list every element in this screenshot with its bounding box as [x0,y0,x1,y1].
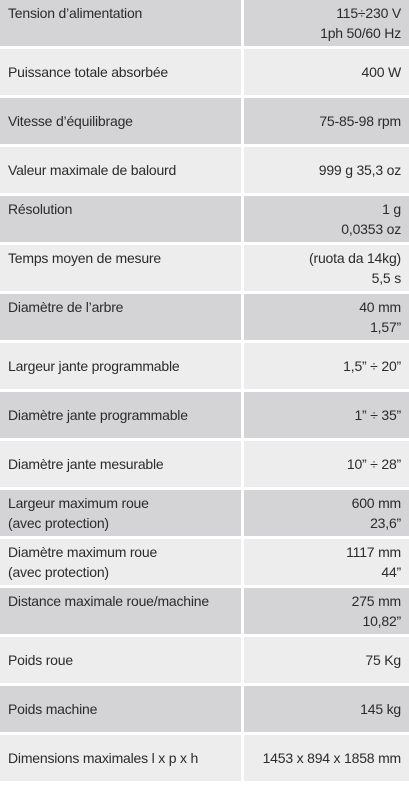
spec-row-distance-roue-machine [0,588,409,634]
spec-label [0,343,241,389]
spec-value-line: 1,57” [370,319,401,335]
spec-value [244,539,409,585]
spec-value-line: 1 g [382,201,401,217]
spec-value-line: 1117 mm [346,544,401,560]
spec-row-diametre-max-roue [0,539,409,585]
spec-row-resolution [0,196,409,242]
spec-label [0,490,241,536]
spec-value-line: 40 mm [359,299,401,315]
spec-row-tension [0,0,409,46]
spec-label-line: Tension d’alimentation [8,5,143,21]
spec-label [0,245,241,291]
spec-value [244,686,409,732]
spec-label-line: Largeur maximum roue [8,495,149,511]
spec-value-line: 115÷230 V [336,5,401,21]
spec-row-vitesse [0,98,409,144]
spec-value-line: 275 mm [351,593,401,609]
spec-label [0,735,241,781]
spec-value [244,441,409,487]
spec-label [0,147,241,193]
spec-label [0,392,241,438]
spec-value [244,735,409,781]
spec-row-temps-mesure [0,245,409,291]
spec-value-line: 1453 x 894 x 1858 mm [262,750,401,766]
spec-label-line: (avec protection) [8,564,109,580]
spec-value [244,637,409,683]
spec-label-line: Diamètre jante mesurable [8,456,164,472]
spec-value-line: 1ph 50/60 Hz [320,25,401,41]
spec-label [0,539,241,585]
spec-label-line: Poids machine [8,701,98,717]
spec-value-line: 44” [381,564,401,580]
spec-value [244,196,409,242]
spec-value [244,245,409,291]
spec-value-line: 145 kg [360,701,401,717]
spec-row-balourd [0,147,409,193]
spec-row-diametre-jante-programmable [0,392,409,438]
spec-label-line: Résolution [8,201,73,217]
spec-label [0,98,241,144]
spec-row-largeur-max-roue [0,490,409,536]
spec-value-line: 0,0353 oz [341,221,401,237]
spec-value-line: 75 Kg [365,652,401,668]
spec-row-puissance [0,49,409,95]
spec-label-line: Dimensions maximales l x p x h [8,750,199,766]
spec-value [244,343,409,389]
spec-value-line: 999 g 35,3 oz [318,162,401,178]
spec-label-line: Valeur maximale de balourd [8,162,177,178]
spec-label-line: Vitesse d’équilibrage [8,113,133,129]
spec-label [0,637,241,683]
spec-label-line: Diamètre de l’arbre [8,299,124,315]
spec-value-line: 10” ÷ 28” [346,456,401,472]
spec-value [244,0,409,46]
spec-row-diametre-arbre [0,294,409,340]
spec-value-line: 23,6” [370,515,401,531]
spec-label [0,294,241,340]
spec-value [244,588,409,634]
spec-value [244,392,409,438]
spec-value-line: 600 mm [351,495,401,511]
spec-label [0,686,241,732]
spec-value-line: (ruota da 14kg) [309,250,401,266]
spec-value [244,49,409,95]
spec-row-largeur-jante-programmable [0,343,409,389]
spec-label [0,441,241,487]
spec-label-line: Distance maximale roue/machine [8,593,209,609]
spec-value-line: 10,82” [362,613,401,629]
spec-value [244,98,409,144]
spec-value-line: 75-85-98 rpm [319,113,401,129]
spec-label [0,49,241,95]
spec-label-line: (avec protection) [8,515,109,531]
spec-row-diametre-jante-mesurable [0,441,409,487]
spec-label-line: Temps moyen de mesure [8,250,161,266]
spec-label [0,0,241,46]
spec-label-line: Largeur jante programmable [8,358,180,374]
spec-label [0,588,241,634]
spec-value-line: 5,5 s [371,270,401,286]
spec-row-poids-machine [0,686,409,732]
spec-value [244,294,409,340]
spec-label [0,196,241,242]
spec-value-line: 1,5” ÷ 20” [343,358,401,374]
spec-value-line: 400 W [361,64,401,80]
spec-row-poids-roue [0,637,409,683]
spec-value [244,490,409,536]
spec-label-line: Puissance totale absorbée [8,64,168,80]
spec-label-line: Diamètre jante programmable [8,407,188,423]
spec-label-line: Diamètre maximum roue [8,544,158,560]
spec-row-dimensions [0,735,409,781]
spec-label-line: Poids roue [8,652,73,668]
spec-value [244,147,409,193]
spec-value-line: 1” ÷ 35” [354,407,401,423]
